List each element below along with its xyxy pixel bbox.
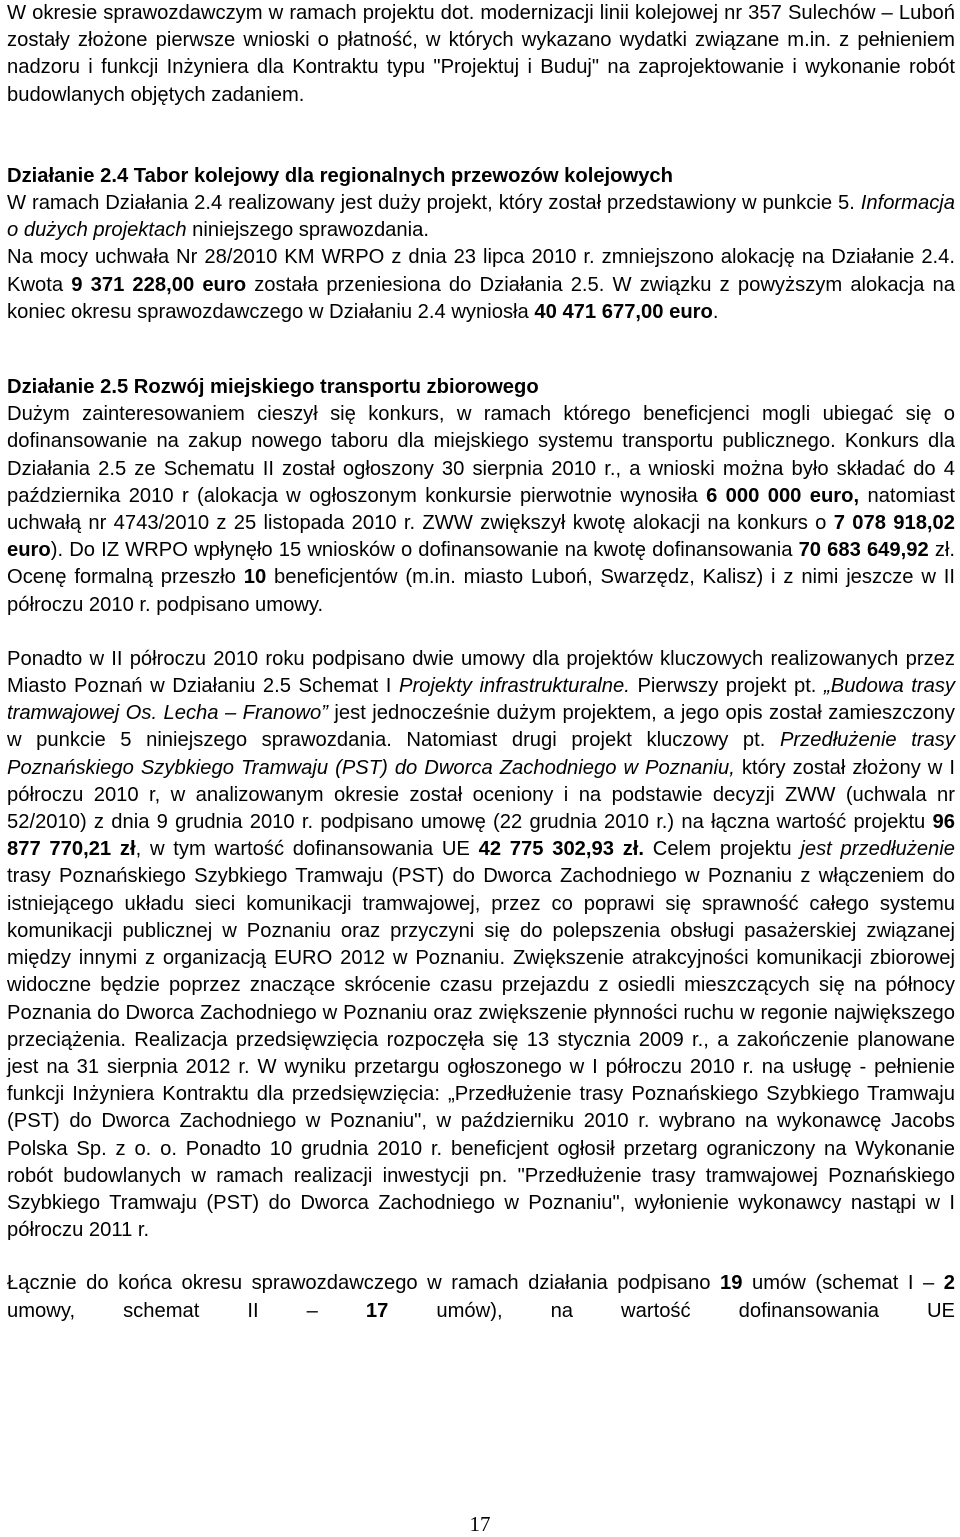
- text-span: Dużym zainteresowaniem cieszył się konkurs, w ramach którego beneficjenci mogli ubiegać się o dofinansowanie na zakup nowego taboru dla miejskiego systemu transportu publicznego. Konkurs dla Działania 2.5 ze Schematu II został ogłoszony 30 sierpnia 2010 r., a wnioski można było składać do 4 października 2010 r (alokacja w ogłoszonym konkursie pierwotnie wynosiła: [7, 403, 955, 507]
- text-span: jest jednocześnie dużym projektem, a jego opis został zamieszczony w punkcie 5 niniejszego sprawozdania. Natomiast drugi projekt kluczowy pt.: [7, 702, 955, 752]
- section-2-5-paragraph-1: [7, 401, 955, 619]
- spacer: [7, 109, 955, 163]
- italic-span: „Budowa trasy tramwajowej Os. Lecha – Franowo”: [7, 675, 956, 725]
- text-span: zł. Ocenę formalną przeszło: [7, 539, 956, 589]
- text-span: Ponadto w II półroczu 2010 roku podpisano dwie umowy dla projektów kluczowych realizowanych przez Miasto Poznań w Działaniu 2.5 Schemat I: [7, 647, 955, 698]
- text-span: została przeniesiona do Działania 2.5. W związku z powyższym alokacja na koniec okresu sprawozdawczego w Działaniu 2.4 wyniosła: [7, 273, 955, 323]
- section-2-4-paragraph-2: [7, 244, 955, 326]
- text-span: niniejszego sprawozdania.: [186, 219, 429, 242]
- bold-span: 6 000 000 euro,: [706, 484, 860, 507]
- section-2-5-paragraph-2: [7, 646, 955, 1244]
- text-span: Pierwszy projekt pt.: [629, 675, 824, 698]
- text-span: natomiast uchwałą nr 4743/2010 z 25 listopada 2010 r. ZWW zwiększył kwotę alokacji na konkurs o: [7, 484, 955, 535]
- bold-span: 40 471 677,00 euro: [534, 300, 713, 323]
- section-2-5-heading: Działanie 2.5 Rozwój miejskiego transportu zbiorowego: [7, 376, 539, 399]
- text-span: który został złożony w I półroczu 2010 r, w analizowanym okresie został oceniony i na podstawie decyzji ZWW (uchwala nr 52/2010) z dnia 9 grudnia 2010 r. podpisano umowę (22 grudnia 2010 r.) na łączna wartość projektu: [7, 756, 955, 834]
- bold-span: 70 683 649,92: [798, 539, 929, 562]
- bold-span: 7 078 918,02 euro: [7, 512, 955, 562]
- text-span: umów (schemat I –: [742, 1272, 944, 1295]
- text-span: ). Do IZ WRPO wpłynęło 15 wniosków o dofinansowanie na kwotę dofinansowania: [50, 539, 799, 562]
- text-span: .: [712, 300, 719, 323]
- intro-text: W okresie sprawozdawczym w ramach projektu dot. modernizacji linii kolejowej nr 357 Sulechów – Luboń zostały złożone pierwsze wnioski o płatność, w których wykazano wydatki związane m.in. z pełnieniem nadzoru i funkcji Inżyniera dla Kontraktu typu "Projektuj i Buduj" na zaprojektowanie i wykonanie robót budowlanych objętych zadaniem.: [7, 2, 955, 106]
- italic-span: jest przedłużenie: [800, 838, 955, 861]
- bold-span: 2: [943, 1272, 955, 1295]
- text-span: Celem projektu: [644, 838, 801, 861]
- italic-span: Projekty infrastrukturalne.: [398, 675, 630, 698]
- bold-span: 42 775 302,93 zł.: [478, 838, 645, 861]
- text-span: W ramach Działania 2.4 realizowany jest duży projekt, który został przedstawiony w punkcie 5.: [7, 192, 861, 215]
- bold-span: 9 371 228,00 euro: [71, 273, 247, 296]
- bold-span: 10: [243, 566, 267, 589]
- italic-span: Informacja o dużych projektach: [7, 192, 955, 242]
- text-span: , w tym wartość dofinansowania UE: [135, 838, 479, 861]
- bold-span: 17: [365, 1299, 389, 1322]
- intro-paragraph: [7, 0, 955, 109]
- spacer: [7, 1244, 955, 1270]
- text-span: beneficjentów (m.in. miasto Luboń, Swarzędz, Kalisz) i z nimi jeszcze w II półroczu 2010 r. podpisano umowy.: [7, 566, 955, 616]
- italic-span: Przedłużenie trasy Poznańskiego Szybkiego Tramwaju (PST) do Dworca Zachodniego w Poznaniu,: [7, 729, 955, 779]
- section-2-4-paragraph-1: [7, 190, 955, 244]
- page-number: 17: [469, 1512, 491, 1536]
- text-span: umów), na wartość dofinansowania UE: [388, 1299, 955, 1322]
- spacer: [7, 619, 955, 646]
- text-span: Łącznie do końca okresu sprawozdawczego w ramach działania podpisano: [7, 1272, 720, 1295]
- section-2-4-heading: Działanie 2.4 Tabor kolejowy dla regionalnych przewozów kolejowych: [7, 164, 673, 187]
- text-span: Na mocy uchwała Nr 28/2010 KM WRPO z dnia 23 lipca 2010 r. zmniejszono alokację na Działanie 2.4. Kwota: [7, 246, 955, 296]
- document-page: [7, 0, 955, 1325]
- bold-span: 19: [720, 1272, 743, 1295]
- spacer: [7, 326, 955, 374]
- bold-span: 96 877 770,21 zł: [7, 811, 955, 861]
- section-2-5-paragraph-3: [7, 1270, 955, 1324]
- text-span: trasy Poznańskiego Szybkiego Tramwaju (PST) do Dworca Zachodniego w Poznaniu z włączeniem do istniejącego układu sieci komunikacji tramwajowej, przez co poprawi się sprawność całego systemu komunikacji publicznej w Poznaniu oraz przyczyni się do polepszenia obsługi pasażerskiej związanej między innymi z organizacją EURO 2012 w Poznaniu. Zwiększenie atrakcyjności komunikacji zbiorowej widoczne będzie poprzez znaczące skrócenie czasu przejazdu z osiedli mieszczących się na północy Poznania do Dworca Zachodniego w Poznaniu oraz zwiększenie płynności ruchu w regonie największego przeciążenia. Realizacja przedsięwzięcia rozpoczęła się 13 stycznia 2009 r., a zakończenie planowane jest na 31 sierpnia 2012 r. W wyniku przetargu ogłoszonego w I półroczu 2010 r. na usługę - pełnienie funkcji Inżyniera Kontraktu dla przedsięwzięcia: „Przedłużenie trasy Poznańskiego Szybkiego Tramwaju (PST) do Dworca Zachodniego w Poznaniu", w październiku 2010 r. wybrano na wykonawcę Jacobs Polska Sp. z o. o. Ponadto 10 grudnia 2010 r. beneficjent ogłosił przetarg ograniczony na Wykonanie robót budowlanych w ramach realizacji inwestycji pn. "Przedłużenie trasy tramwajowej Poznańskiego Szybkiego Tramwaju (PST) do Dworca Zachodniego w Poznaniu", wyłonienie wykonawcy nastąpi w I półroczu 2011 r.: [7, 865, 955, 1242]
- text-span: umowy, schemat II –: [7, 1299, 366, 1322]
